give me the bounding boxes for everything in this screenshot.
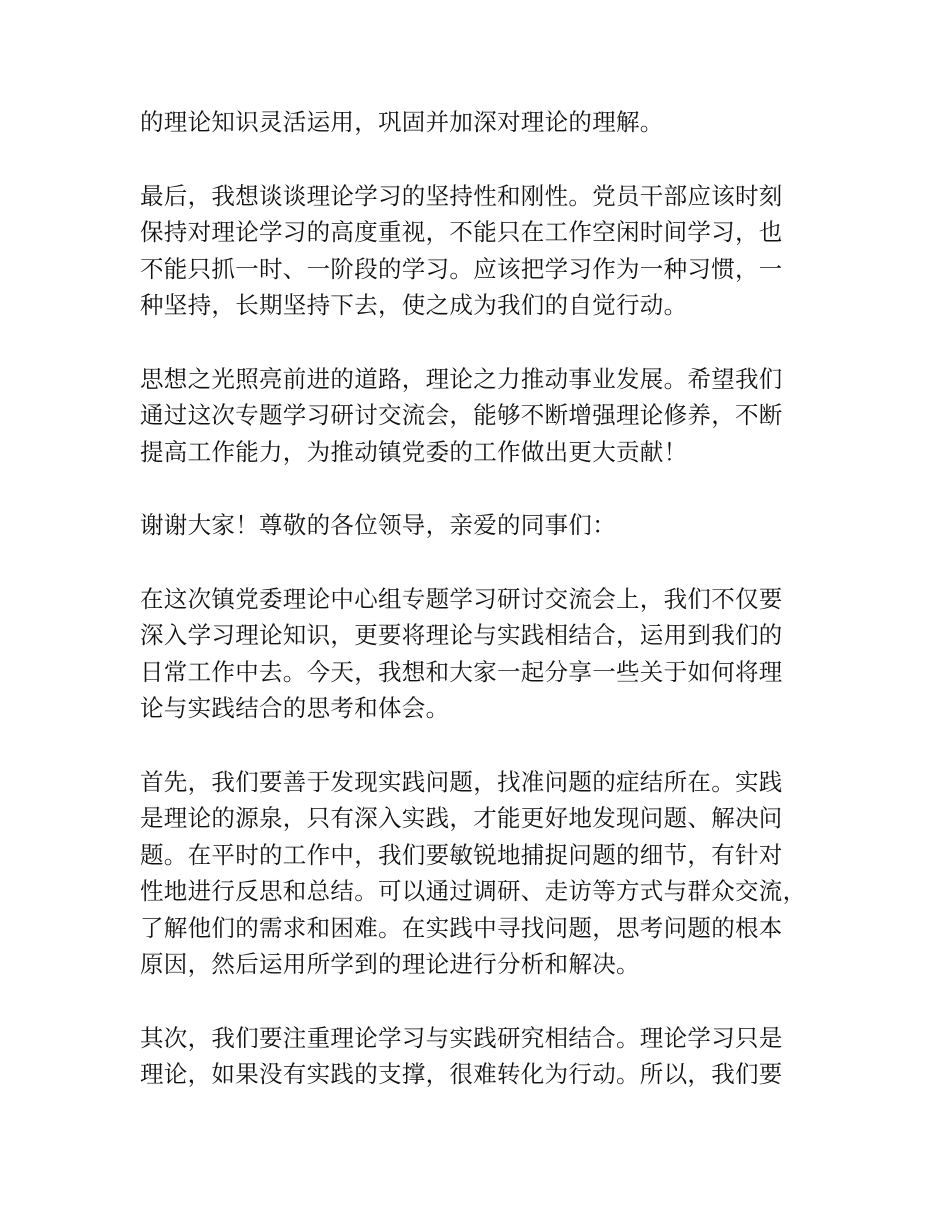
paragraph-line: 理论，如果没有实践的支撑，很难转化为行动。所以，我们要: [140, 1060, 783, 1088]
paragraph-line: 原因，然后运用所学到的理论进行分析和解决。: [140, 950, 640, 978]
paragraph-line: 种坚持，长期坚持下去，使之成为我们的自觉行动。: [140, 291, 688, 319]
paragraph-line: 的理论知识灵活运用，巩固并加深对理论的理解。: [140, 108, 664, 136]
paragraph-line: 在这次镇党委理论中心组专题学习研讨交流会上，我们不仅要: [140, 584, 783, 613]
paragraph-7: [140, 1020, 820, 1093]
paragraph-3: [140, 361, 820, 471]
paragraph-line: 首先，我们要善于发现实践问题，找准问题的症结所在。实践: [140, 767, 783, 796]
paragraph-line: 日常工作中去。今天，我想和大家一起分享一些关于如何将理: [140, 657, 783, 686]
paragraph-line: 题。在平时的工作中，我们要敏锐地捕捉问题的细节，有针对: [140, 840, 783, 869]
paragraph-line: 论与实践结合的思考和体会。: [140, 694, 450, 722]
paragraph-line: 了解他们的需求和困难。在实践中寻找问题，思考问题的根本: [140, 913, 783, 942]
paragraph-4: [140, 507, 820, 544]
paragraph-6: [140, 764, 820, 983]
paragraph-line: 性地进行反思和总结。可以通过调研、走访等方式与群众交流，: [140, 877, 807, 905]
paragraph-line: 保持对理论学习的高度重视，不能只在工作空闲时间学习，也: [140, 218, 783, 246]
paragraph-line: 是理论的源泉，只有深入实践，才能更好地发现问题、解决问: [140, 804, 783, 832]
paragraph-line: 深入学习理论知识，更要将理论与实践相结合，运用到我们的: [140, 621, 783, 649]
paragraph-line: 不能只抓一时、一阶段的学习。应该把学习作为一种习惯，一: [140, 254, 783, 283]
paragraph-line: 通过这次专题学习研讨交流会，能够不断增强理论修养，不断: [140, 401, 783, 429]
paragraph-line: 谢谢大家！尊敬的各位领导，亲爱的同事们：: [140, 511, 616, 539]
paragraph-line: 其次，我们要注重理论学习与实践研究相结合。理论学习只是: [140, 1023, 783, 1052]
paragraph-line: 提高工作能力，为推动镇党委的工作做出更大贡献！: [140, 437, 688, 466]
paragraph-5: [140, 581, 820, 727]
paragraph-1: [140, 104, 820, 141]
paragraph-line: 思想之光照亮前进的道路，理论之力推动事业发展。希望我们: [140, 364, 783, 393]
paragraph-line: 最后，我想谈谈理论学习的坚持性和刚性。党员干部应该时刻: [140, 181, 783, 210]
paragraph-2: [140, 178, 820, 324]
document-body: [140, 104, 820, 1130]
